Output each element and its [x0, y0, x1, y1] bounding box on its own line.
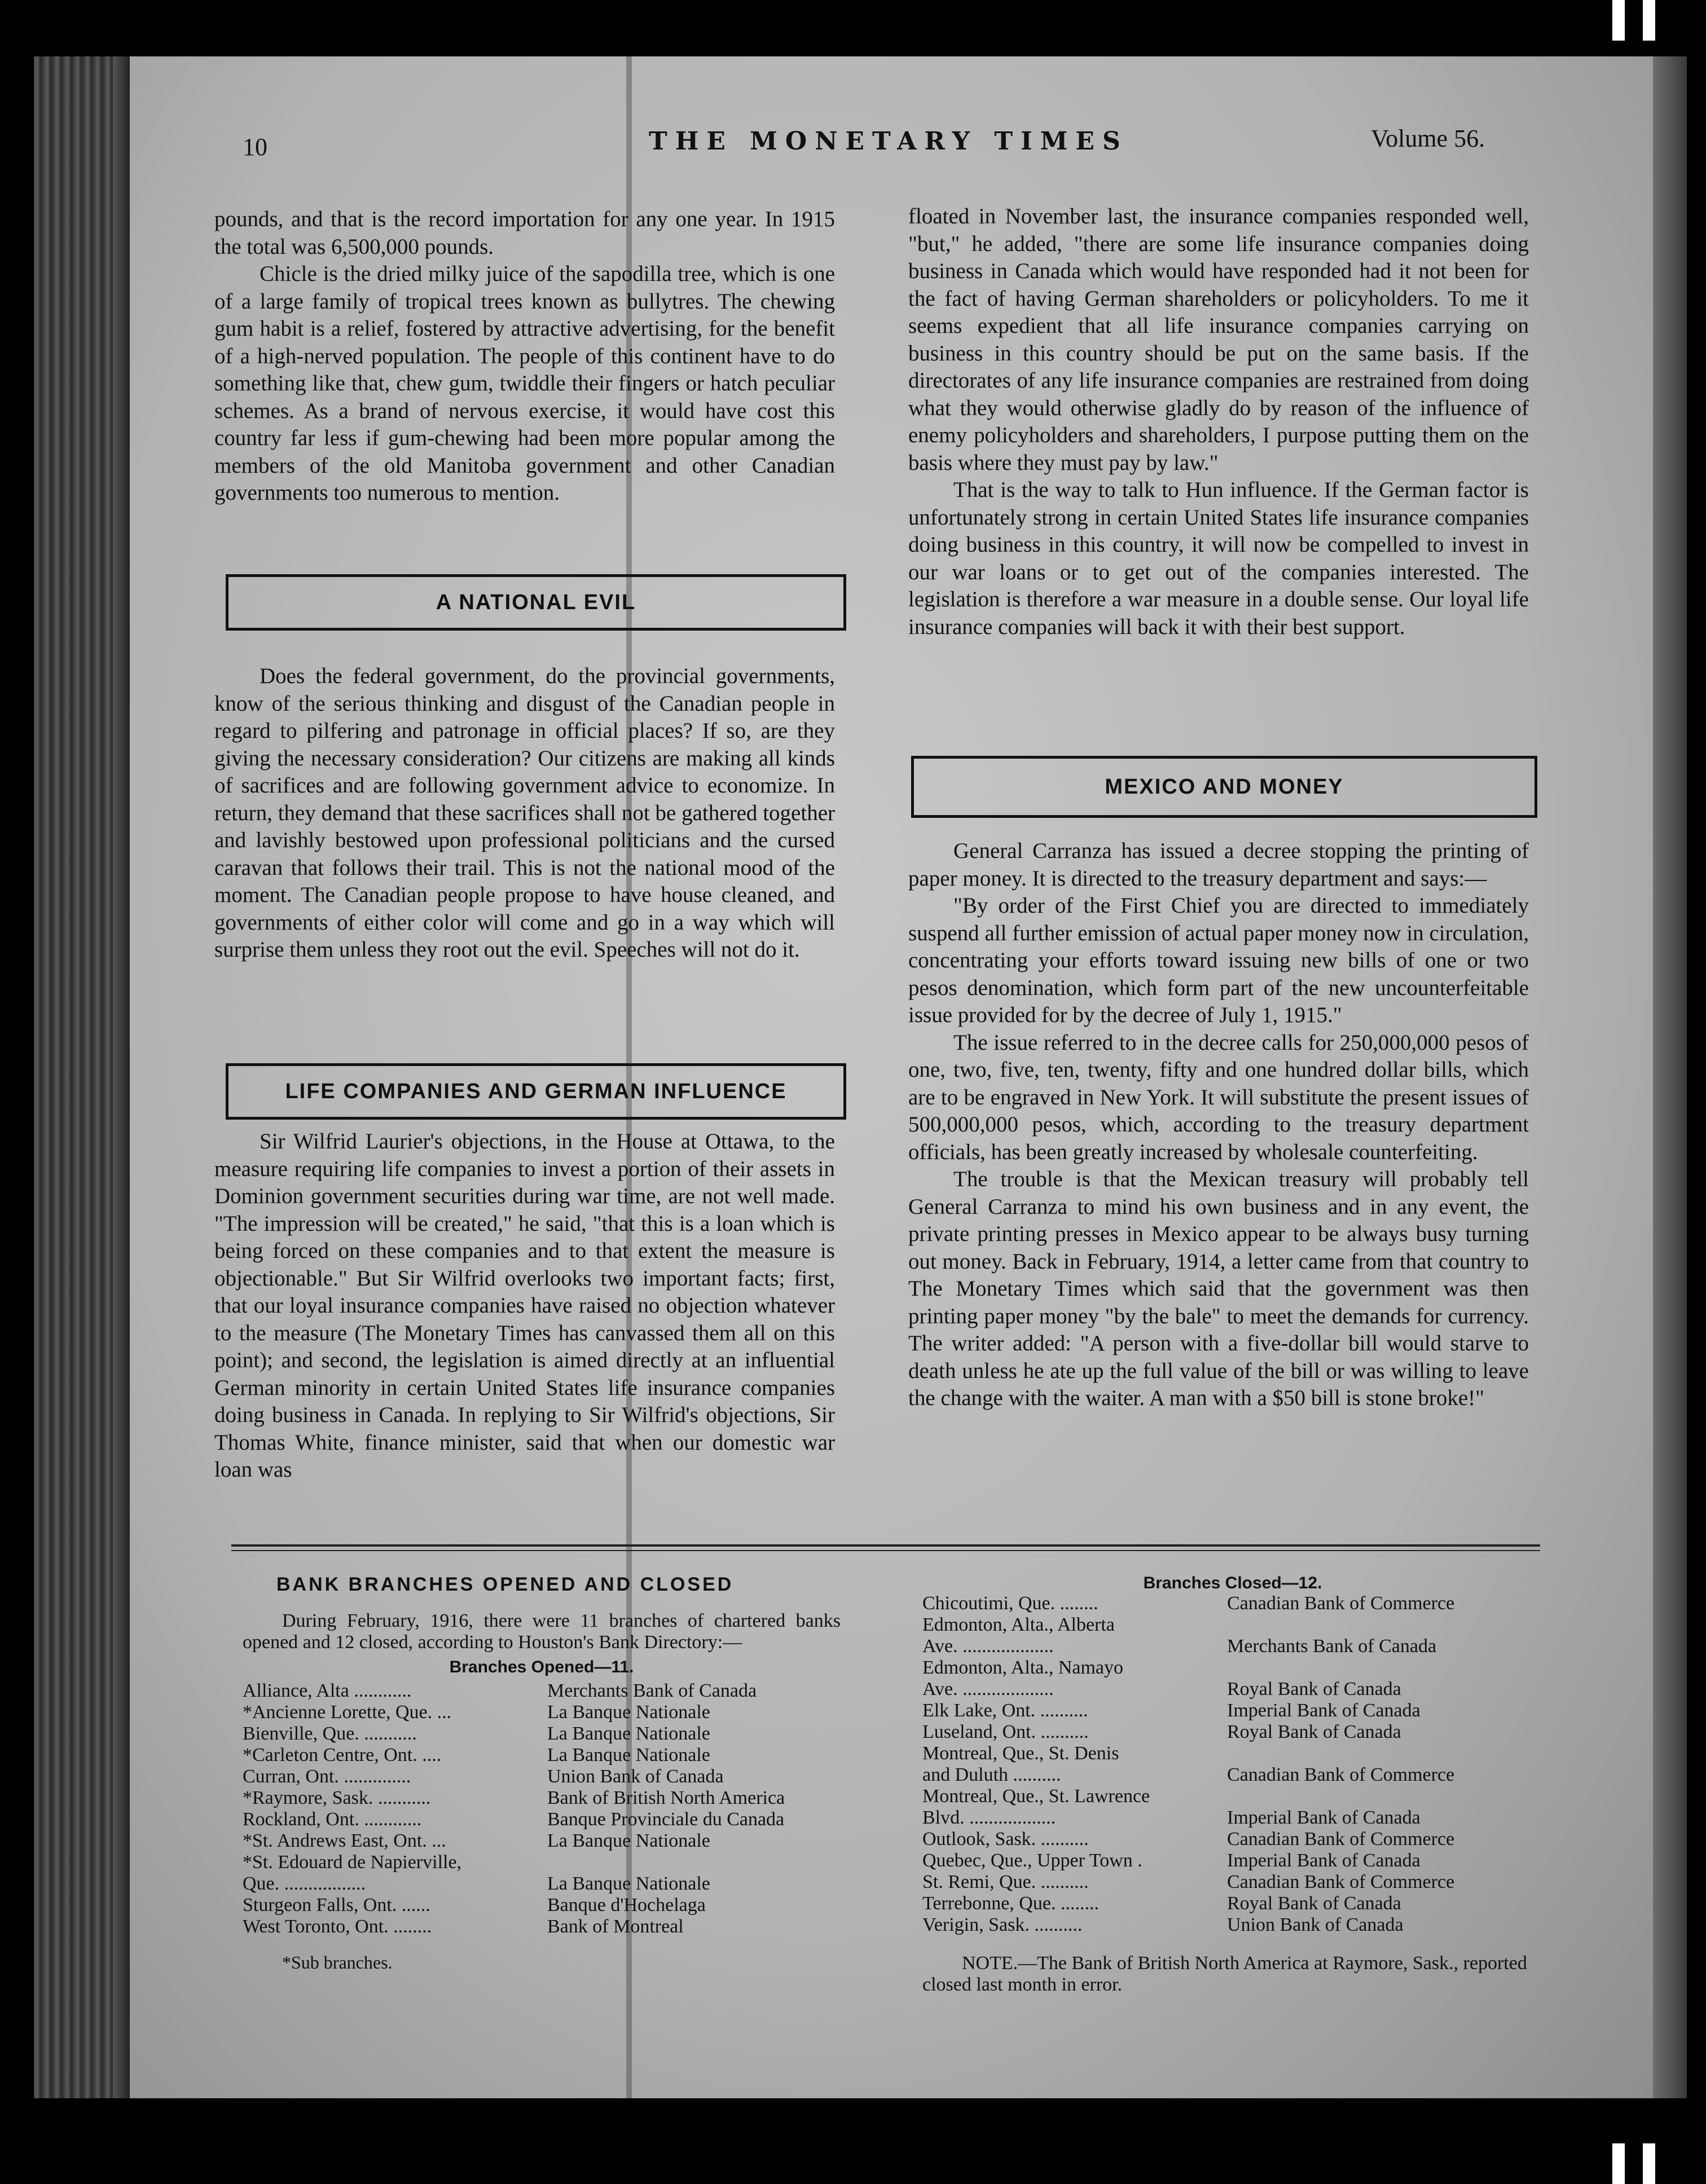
- mexico-paragraph-2: "By order of the First Chief you are directed to immediately suspend all further emission of actual paper money now in circulation, concentrating your efforts toward issuing new bills of one or two pesos denomination, which form part of the new uncounterfeitable issue provided for by the decree of July 1, 1915.": [908, 893, 1529, 1027]
- closed-branch-location: Montreal, Que., St. Lawrence: [922, 1786, 1150, 1807]
- closed-branch-row: [922, 1914, 1543, 1936]
- opened-branch-bank: La Banque Nationale: [547, 1702, 710, 1723]
- opened-branch-bank: Union Bank of Canada: [547, 1766, 724, 1787]
- closed-branch-row: [922, 1850, 1543, 1872]
- opened-branch-bank: La Banque Nationale: [547, 1873, 710, 1894]
- branches-opened-list: [243, 1680, 863, 1938]
- opened-branch-bank: Banque Provinciale du Canada: [547, 1809, 785, 1830]
- closed-branch-bank: Royal Bank of Canada: [1227, 1893, 1401, 1914]
- closed-branch-row: [922, 1829, 1543, 1850]
- opened-branch-bank: La Banque Nationale: [547, 1745, 710, 1765]
- closed-branch-bank: Imperial Bank of Canada: [1227, 1850, 1421, 1871]
- bank-branches-intro: During February, 1916, there were 11 branches of chartered banks opened and 12 closed, according to Houston's Bank Directory:—: [243, 1610, 841, 1653]
- closed-branch-row: [922, 1614, 1543, 1636]
- closed-branch-row: [922, 1743, 1543, 1764]
- closed-branch-bank: Imperial Bank of Canada: [1227, 1700, 1421, 1721]
- opened-branch-location: Rockland, Ont. ............: [243, 1809, 422, 1830]
- life-companies-paragraph: Sir Wilfrid Laurier's objections, in the House at Ottawa, to the measure requiring life companies to invest a portion of their assets in Dominion government securities during war time, are not well made. "The impression will be created," he said, "that this is a loan which is being forced on these companies and to that extent the measure is objectionable." But Sir Wilfrid overlooks two important facts; first, that our loyal insurance companies have raised no objection whatever to the measure (The Monetary Times has canvassed them all on this point); and second, the legislation is aimed directly at an influential German minority in certain United States life insurance companies doing business in Canada. In replying to Sir Wilfrid's objections, Sir Thomas White, finance minister, said that when our domestic war loan was: [214, 1129, 835, 1482]
- opened-branch-row: [243, 1809, 863, 1830]
- intro-paragraph-2: Chicle is the dried milky juice of the sapodilla tree, which is one of a large family of tropical trees known as bullytres. The chewing gum habit is a relief, fostered by attractive advertising, for the benefit of a high-nerved population. The people of this continent have to do something like that, chew gum, twiddle their fingers or hatch peculiar schemes. As a brand of nervous exercise, it would have cost this country far less if gum-chewing had been more popular among the members of the old Manitoba government and other Canadian governments too numerous to mention.: [214, 262, 835, 505]
- closed-branch-location: Luseland, Ont. ..........: [922, 1721, 1089, 1742]
- branches-closed-heading: Branches Closed—12.: [1143, 1574, 1322, 1592]
- film-mark-bottom-2: [1643, 2143, 1655, 2184]
- opened-branch-location: Sturgeon Falls, Ont. ......: [243, 1895, 430, 1916]
- opened-branch-location: Que. .................: [243, 1873, 366, 1894]
- book-page-edges: [34, 56, 130, 2098]
- hun-influence-paragraph: That is the way to talk to Hun influence. If the German factor is unfortunately strong in certain United States life insurance companies doing business in this country, it will now be compelled to invest in our war loans or to get out of the companies interested. The legislation is therefore a war measure in a double sense. Our loyal life insurance companies will back it with their best support.: [908, 478, 1529, 639]
- sub-branches-footnote: *Sub branches.: [282, 1952, 393, 1972]
- insurance-continuation: floated in November last, the insurance companies responded well, "but," he added, "there are some life insurance companies doing business in Canada which would have responded had it not been for the fact of having German shareholders or policyholders. To me it seems expedient that all life insurance companies carrying on business in this country should be put on the same basis. If the directorates of any life insurance companies are restrained from doing what they would otherwise gladly do by reason of the influence of enemy policyholders and shareholders, I purpose putting them on the basis where they must pay by law.": [908, 204, 1529, 475]
- closed-branch-location: Ave. ...................: [922, 1679, 1054, 1699]
- life-companies-section: [214, 1128, 835, 1484]
- volume-label: Volume 56.: [1371, 125, 1485, 152]
- closed-branch-bank: Union Bank of Canada: [1227, 1914, 1404, 1935]
- closed-branch-row: [922, 1786, 1543, 1807]
- closed-branch-location: Blvd. ..................: [922, 1807, 1056, 1828]
- bank-branches-closed-section: [922, 1574, 1543, 1996]
- closed-branch-row: [922, 1764, 1543, 1786]
- opened-branch-bank: La Banque Nationale: [547, 1723, 710, 1744]
- mexico-paragraph-1: General Carranza has issued a decree stopping the printing of paper money. It is directed to the treasury department and says:—: [908, 839, 1529, 891]
- closed-branch-row: [922, 1872, 1543, 1893]
- closed-branch-bank: Canadian Bank of Commerce: [1227, 1872, 1455, 1892]
- opened-branch-bank: Merchants Bank of Canada: [547, 1680, 757, 1701]
- national-evil-heading-box: [226, 574, 846, 631]
- opened-branch-row: [243, 1787, 863, 1809]
- opened-branch-row: [243, 1852, 863, 1873]
- opened-branch-row: [243, 1916, 863, 1938]
- mexico-paragraph-3: The issue referred to in the decree calls for 250,000,000 pesos of one, two, five, ten, twenty, fifty and one hundred dollar bills, which are to be engraved in New York. It will substitute the present issues of 500,000,000 pesos, which, according to the treasury department officials, has been greatly increased by wholesale counterfeiting.: [908, 1030, 1529, 1164]
- national-evil-paragraph: Does the federal government, do the provincial governments, know of the serious thinking and disgust of the Canadian people in regard to pilfering and patronage in official places? If so, are they giving the necessary consideration? Our citizens are making all kinds of sacrifices and are following government advice to economize. In return, they demand that these sacrifices shall not be gathered together and lavishly bestowed upon professional politicians and the cursed caravan that follows their trail. This is not the national mood of the moment. The Canadian people propose to have house cleaned, and governments of either color will come and go in a way which will surprise them unless they root out the evil. Speeches will not do it.: [214, 664, 835, 962]
- mexico-heading: MEXICO AND MONEY: [1105, 775, 1344, 799]
- closed-branch-bank: Canadian Bank of Commerce: [1227, 1593, 1455, 1614]
- closed-branch-location: St. Remi, Que. ..........: [922, 1872, 1089, 1892]
- life-companies-heading: LIFE COMPANIES AND GERMAN INFLUENCE: [285, 1080, 787, 1103]
- left-column: [214, 206, 835, 507]
- closed-branch-location: and Duluth ..........: [922, 1764, 1061, 1785]
- closed-branch-location: Quebec, Que., Upper Town .: [922, 1850, 1142, 1871]
- closed-branch-location: Verigin, Sask. ..........: [922, 1914, 1083, 1935]
- opened-branch-row: [243, 1702, 863, 1723]
- opened-branch-location: West Toronto, Ont. ........: [243, 1916, 432, 1937]
- section-rule-bottom: [231, 1550, 1540, 1551]
- opened-branch-row: [243, 1680, 863, 1702]
- magazine-page: [130, 56, 1653, 2098]
- closed-branch-location: Ave. ...................: [922, 1636, 1054, 1657]
- opened-branch-bank: La Banque Nationale: [547, 1830, 710, 1851]
- closed-branch-bank: Canadian Bank of Commerce: [1227, 1829, 1455, 1850]
- opened-branch-location: *Carleton Centre, Ont. ....: [243, 1745, 442, 1765]
- life-companies-heading-box: [226, 1063, 846, 1120]
- opened-branch-location: *Raymore, Sask. ...........: [243, 1787, 431, 1808]
- closed-branch-location: Edmonton, Alta., Namayo: [922, 1657, 1124, 1678]
- closed-branch-bank: Canadian Bank of Commerce: [1227, 1764, 1455, 1785]
- bank-branches-opened-section: [243, 1574, 863, 1973]
- closed-branch-location: Elk Lake, Ont. ..........: [922, 1700, 1088, 1721]
- bank-branches-title: BANK BRANCHES OPENED AND CLOSED: [276, 1574, 734, 1595]
- closed-branch-bank: Royal Bank of Canada: [1227, 1679, 1401, 1699]
- closed-branch-row: [922, 1700, 1543, 1721]
- opened-branch-location: Alliance, Alta ............: [243, 1680, 412, 1701]
- film-mark-top-1: [1612, 0, 1625, 41]
- opened-branch-row: [243, 1895, 863, 1916]
- opened-branch-row: [243, 1830, 863, 1852]
- running-title: THE MONETARY TIMES: [649, 127, 1128, 156]
- closed-branch-location: Terrebonne, Que. ........: [922, 1893, 1099, 1914]
- closed-branch-row: [922, 1679, 1543, 1700]
- film-mark-top-2: [1643, 0, 1655, 41]
- opened-branch-location: *St. Andrews East, Ont. ...: [243, 1830, 446, 1851]
- opened-branch-row: [243, 1745, 863, 1766]
- closed-branch-row: [922, 1721, 1543, 1743]
- closed-branch-row: [922, 1636, 1543, 1657]
- closed-branch-row: [922, 1657, 1543, 1679]
- opened-branch-bank: Bank of Montreal: [547, 1916, 684, 1937]
- facing-page-edge: [1653, 56, 1687, 2098]
- opened-branch-location: Bienville, Que. ...........: [243, 1723, 417, 1744]
- closed-branch-bank: Imperial Bank of Canada: [1227, 1807, 1421, 1828]
- mexico-paragraph-4: The trouble is that the Mexican treasury will probably tell General Carranza to mind his own business and in any event, the private printing presses in Mexico appear to be always busy turning out money. Back in February, 1914, a letter came from that country to The Monetary Times which said that the government was then printing paper money "by the bale" to meet the demands for currency. The writer added: "A person with a five-dollar bill would starve to death unless he ate up the full value of the bill or was willing to leave the change with the waiter. A man with a $50 bill is stone broke!": [908, 1167, 1529, 1410]
- national-evil-section: [214, 663, 835, 964]
- mexico-heading-box: [911, 756, 1537, 818]
- opened-branch-location: *St. Edouard de Napierville,: [243, 1852, 462, 1873]
- closed-branch-bank: Royal Bank of Canada: [1227, 1721, 1401, 1742]
- intro-paragraph-1: pounds, and that is the record importation for any one year. In 1915 the total was 6,500,000 pounds.: [214, 207, 835, 259]
- mexico-section: [908, 838, 1529, 1412]
- opened-branch-location: Curran, Ont. ..............: [243, 1766, 411, 1787]
- section-rule-top: [231, 1544, 1540, 1547]
- branches-opened-heading: Branches Opened—11.: [449, 1658, 634, 1676]
- opened-branch-bank: Bank of British North America: [547, 1787, 785, 1808]
- closed-branch-bank: Merchants Bank of Canada: [1227, 1636, 1437, 1657]
- opened-branch-row: [243, 1723, 863, 1745]
- closed-branch-row: [922, 1807, 1543, 1829]
- page-number: 10: [243, 133, 267, 161]
- film-mark-bottom-1: [1612, 2143, 1625, 2184]
- opened-branch-row: [243, 1873, 863, 1895]
- right-column: [908, 203, 1529, 641]
- branches-closed-list: [922, 1593, 1543, 1936]
- opened-branch-row: [243, 1766, 863, 1787]
- closed-branch-row: [922, 1893, 1543, 1914]
- closed-branch-location: Chicoutimi, Que. ........: [922, 1593, 1098, 1614]
- closed-branch-location: Montreal, Que., St. Denis: [922, 1743, 1119, 1764]
- closed-branch-row: [922, 1593, 1543, 1614]
- opened-branch-bank: Banque d'Hochelaga: [547, 1895, 706, 1916]
- bank-branches-note: NOTE.—The Bank of British North America at Raymore, Sask., reported closed last month in error.: [922, 1953, 1527, 1995]
- national-evil-heading: A NATIONAL EVIL: [436, 591, 636, 614]
- closed-branch-location: Outlook, Sask. ..........: [922, 1829, 1089, 1850]
- opened-branch-location: *Ancienne Lorette, Que. ...: [243, 1702, 452, 1723]
- closed-branch-location: Edmonton, Alta., Alberta: [922, 1614, 1115, 1635]
